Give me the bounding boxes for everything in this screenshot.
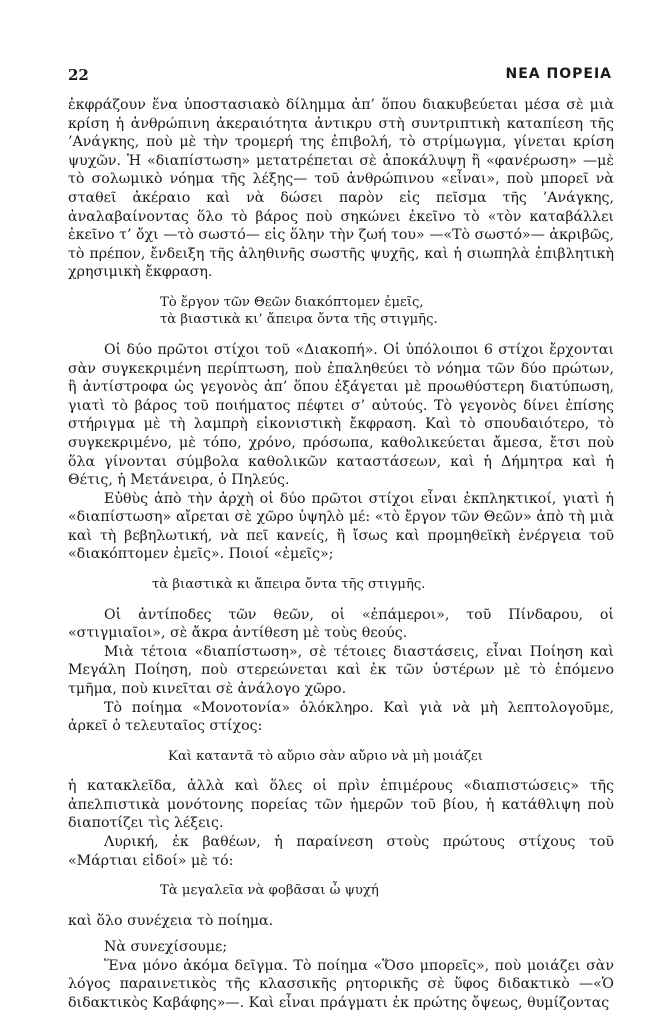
- paragraph: Εὐθὺς ἀπὸ τὴν ἀρχὴ οἱ δύο πρῶτοι στίχοι εἶναι ἐκπληκτικοί, γιατὶ ἡ «διαπίστωση» αἴρεται σὲ χῶρο ὑψηλὸ μέ: «τὸ ἔργον τῶν Θεῶν» ἀπὸ τὴ μιὰ καὶ τὴ βεβηλωτική, νὰ πεῖ κανείς, ἢ ἴσως καὶ προμηθεϊκὴ ἐνέργεια τοῦ «διακόπτομεν ἐμεῖς». Ποιοί «ἐμεῖς»;: [68, 490, 614, 563]
- page-header: [68, 66, 612, 86]
- verse-quote-line: Τὸ ἔργον τῶν Θεῶν διακόπτομεν ἐμεῖς,: [160, 294, 424, 310]
- paragraph: Οἱ δύο πρῶτοι στίχοι τοῦ «Διακοπή». Οἱ ὑπόλοιποι 6 στίχοι ἔρχονται σὰν συγκεκριμένη περίπτωση, ποὺ ἐπαληθεύει τὸ νόημα τῶν δύο πρώτων, ἢ ἀντίστροφα ὡς γεγονὸς ἀπ’ ὅπου ἐξάγεται μὲ προωθύστερη διατύπωση, γιατὶ τὸ βάρος τοῦ ποιήματος πέφτει σ’ αὐτούς. Τὸ γεγονὸς δίνει ἐπίσης στήριγμα μὲ τὴ λαμπρὴ εἰκονιστικὴ ἔκφραση. Καὶ τὸ σπουδαιότερο, τὸ συγκεκριμένο, μὲ τόπο, χρόνο, πρόσωπα, καθολικεύεται ἄμεσα, ἔτσι ποὺ ὅλα γίνονται σύμβολα καθολικῶν καταστάσεων, καὶ ἡ Δήμητρα καὶ ἡ Θέτις, ἡ Μετάνειρα, ὁ Πηλεύς.: [68, 341, 614, 489]
- verse-quote-line: τὰ βιαστικὰ κι’ ἄπειρα ὄντα τῆς στιγμῆς.: [160, 312, 438, 328]
- paragraph: Μιὰ τέτοια «διαπίστωση», σὲ τέτοιες διαστάσεις, εἶναι Ποίηση καὶ Μεγάλη Ποίηση, ποὺ στερεώνεται καὶ ἐκ τῶν ὑστέρων μὲ τὸ ἑπόμενο τμῆμα, ποὺ κινεῖται σὲ ἀνάλογο χῶρο.: [68, 643, 614, 697]
- paragraph: Νὰ συνεχίσουμε;: [104, 939, 228, 956]
- paragraph: ἡ κατακλεῖδα, ἀλλὰ καὶ ὅλες οἱ πρὶν ἐπιμέρους «διαπιστώσεις» τῆς ἀπελπιστικὰ μονότονης πορείας τῶν ἡμερῶν τοῦ βίου, ἡ κατάθλιψη ποὺ διαποτίζει τὶς λέξεις.: [68, 778, 614, 832]
- paragraph: Ἕνα μόνο ἀκόμα δεῖγμα. Τὸ ποίημα «Ὅσο μπορεῖς», ποὺ μοιάζει σὰν λόγος παραινετικὸς τῆς κλασσικῆς ρητορικῆς σὲ ὕφος διδακτικὸ —«Ὁ διδακτικὸς Καβάφης»—. Καὶ εἶναι πράγματι ἐκ πρώτης ὄψεως, θυμίζοντας: [68, 957, 614, 1012]
- article-body: [68, 96, 614, 1013]
- paragraph: ἐκφράζουν ἕνα ὑποστασιακὸ δίλημμα ἀπ’ ὅπου διακυβεύεται μέσα σὲ μιὰ κρίση ἡ ἀνθρώπινη ἀκεραιότητα ἀντικρυ στὴ συντριπτικὴ καταπίεση τῆς ’Ανάγκης, ποὺ μὲ τὴν τρομερή της ἐπιβολή, τὸ στρίμωγμα, γίνεται κρίση ψυχῶν. Ἡ «διαπίστωση» μετατρέπεται σὲ ἀποκάλυψη ἢ «φανέρωση» —μὲ τὸ σολωμικὸ νόημα τῆς λέξης— τοῦ ἀνθρώπινου «εἶναι», ποὺ μπορεῖ νὰ σταθεῖ ἀκέραιο καὶ νὰ δώσει παρὸν εἰς πεῖσμα τῆς ’Ανάγκης, ἀναλαβαίνοντας ὅλο τὸ βάρος ποὺ σηκώνει ἐκεῖνο τὸ «τὸν καταβάλλει ἐκεῖνο τ’ ὄχι —τὸ σωστό— εἰς ὅλην τὴν ζωή του» —«Τὸ σωστό»— ἀκριβῶς, τὸ πρέπον, ἔνδειξη τῆς ἀληθινῆς σωστῆς ψυχῆς, καὶ ἡ σιωπηλὰ ἐπιβλητικὴ χρησιμικὴ ἔκφραση.: [68, 97, 614, 281]
- verse-quote-line: τὰ βιαστικὰ κι ἄπειρα ὄντα τῆς στιγμῆς.: [152, 577, 426, 593]
- running-title: ΝΕΑ ΠΟΡΕΙΑ: [505, 66, 612, 82]
- verse-quote-line: Τὰ μεγαλεῖα νὰ φοβᾶσαι ὦ ψυχή: [160, 883, 379, 899]
- paragraph: Λυρική, ἐκ βαθέων, ἡ παραίνεση στοὺς πρώτους στίχους τοῦ «Μάρτιαι εἰδοί» μὲ τό:: [68, 834, 614, 869]
- verse-quote-line: Καὶ καταντᾶ τὸ αὔριο σὰν αὔριο νὰ μὴ μοιάζει: [168, 748, 483, 764]
- paragraph: Τὸ ποίημα «Μονοτονία» ὁλόκληρο. Καὶ γιὰ νὰ μὴ λεπτολογοῦμε, ἀρκεῖ ὁ τελευταῖος στίχος:: [68, 699, 614, 735]
- page-number: 22: [68, 66, 89, 84]
- paragraph: Οἱ ἀντίποδες τῶν θεῶν, οἱ «ἐπάμεροι», τοῦ Πίνδαρου, οἱ «στιγμιαῖοι», σὲ ἄκρα ἀντίθεση μὲ τοὺς θεούς.: [68, 606, 614, 642]
- paragraph: καὶ ὅλο συνέχεια τὸ ποίημα.: [68, 912, 274, 929]
